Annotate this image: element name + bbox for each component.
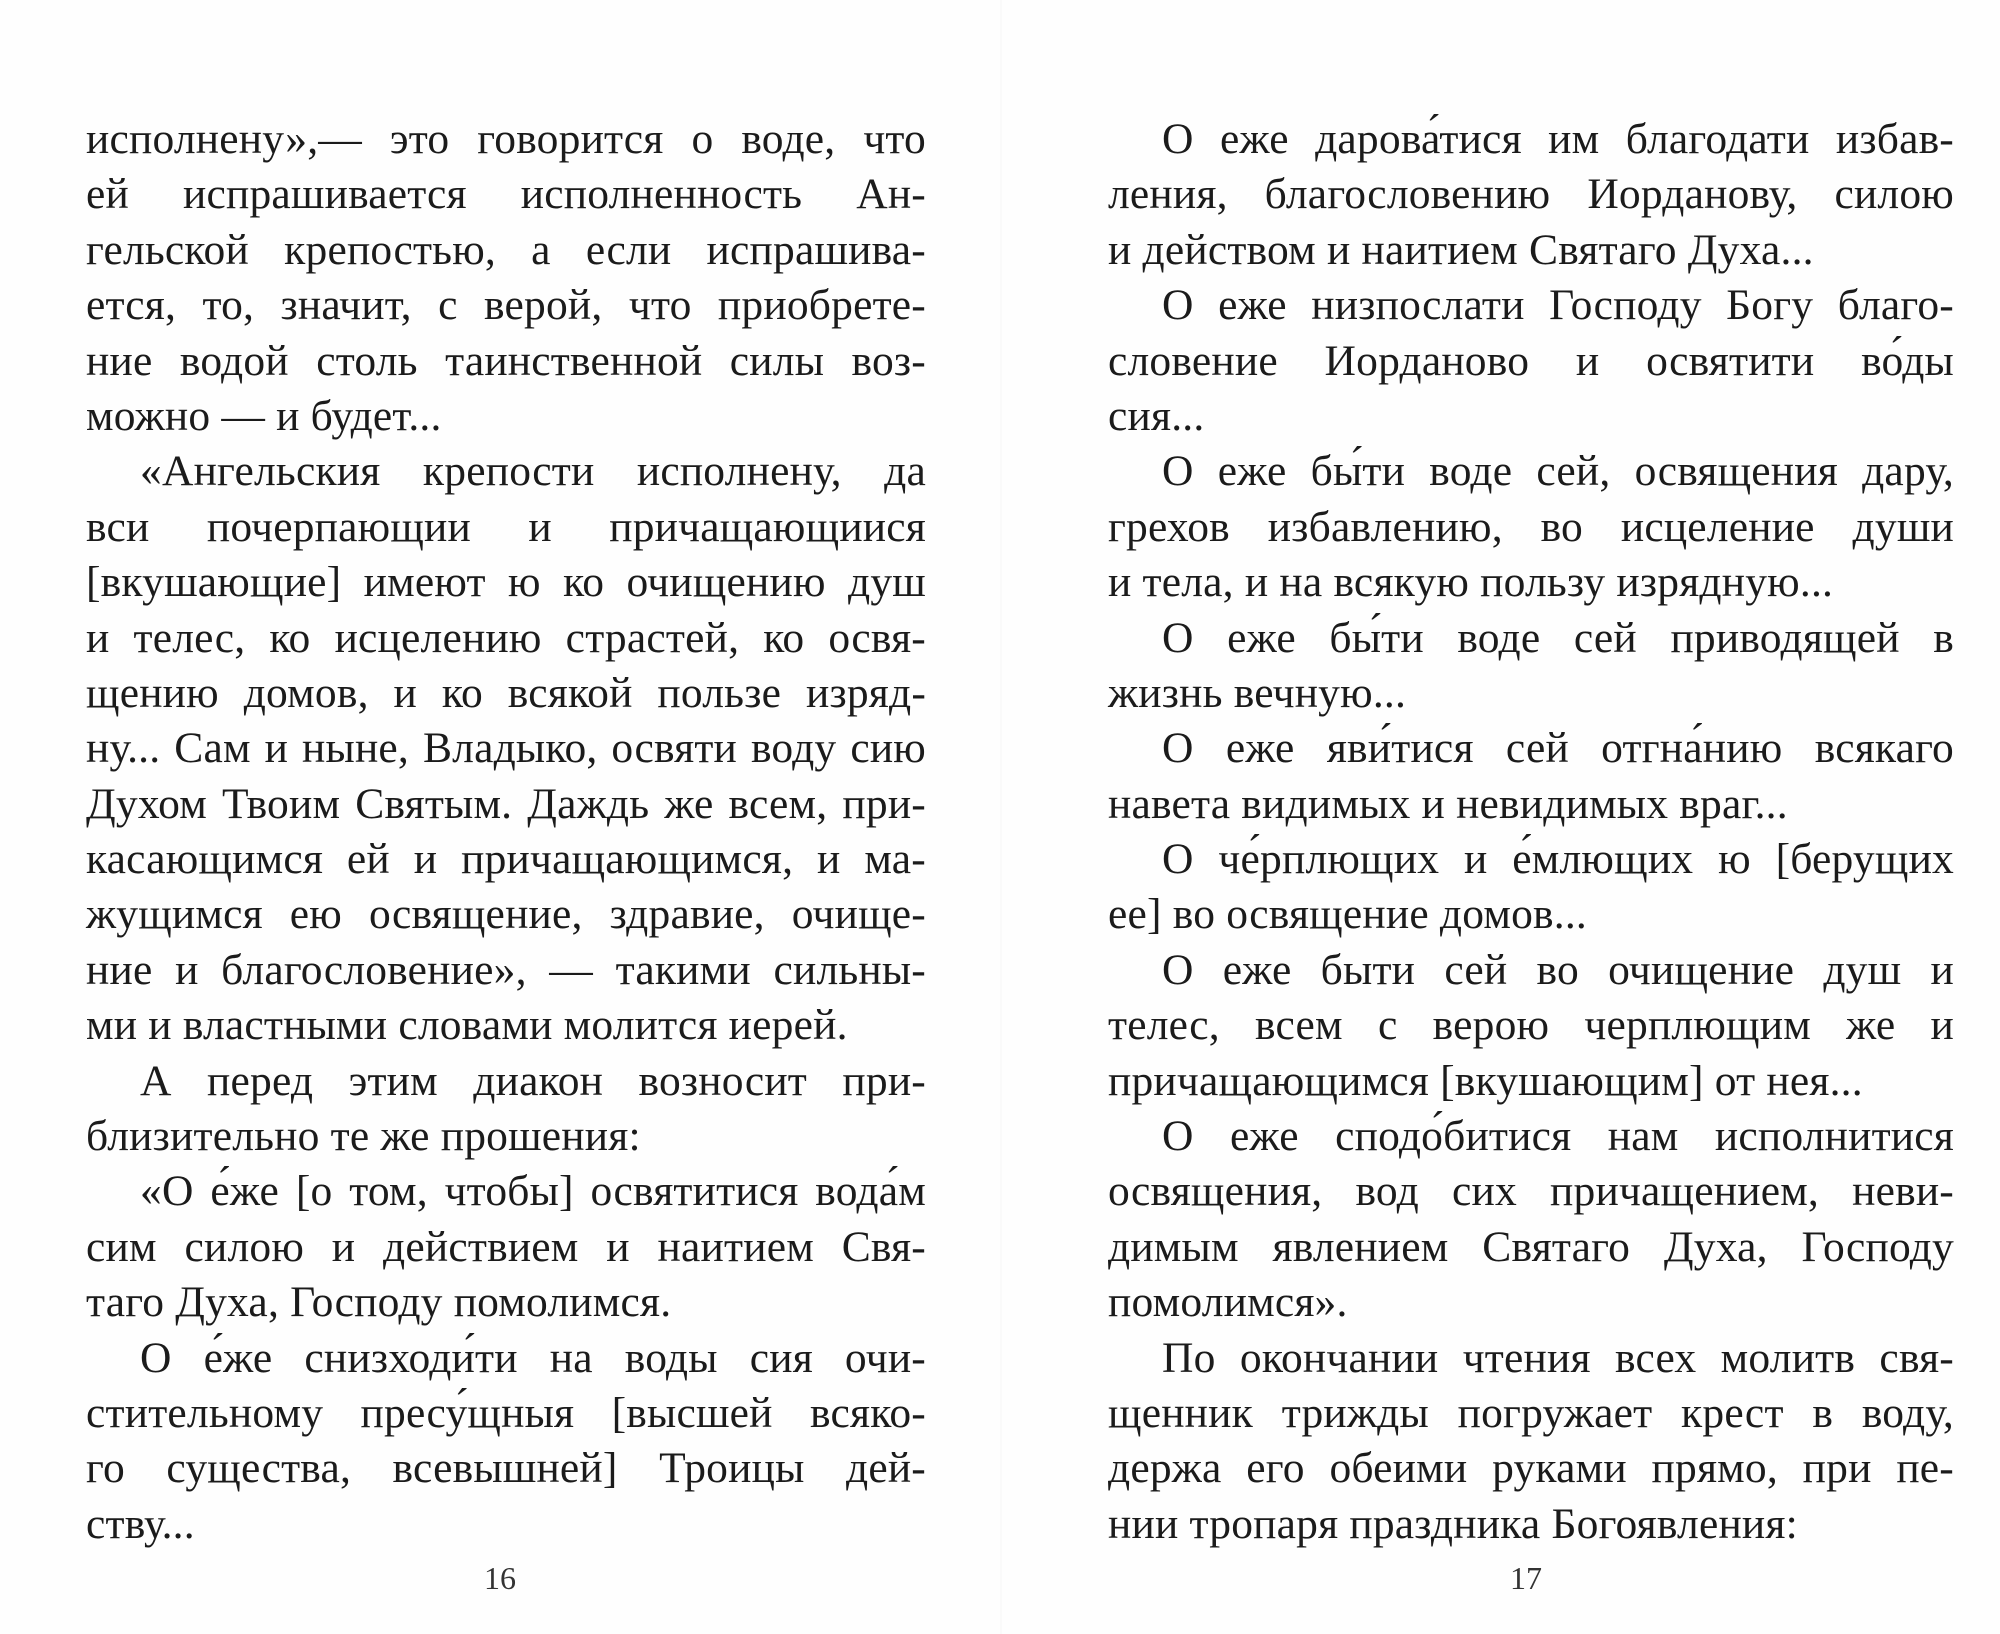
text-line: сим силою и действием и наитием Свя- xyxy=(86,1222,926,1271)
text-line: О еже бы́ти воде сей приводящей в xyxy=(1162,613,1954,662)
text-line: вси почерпающии и причащающиися xyxy=(86,502,926,551)
text-line: держа его обеими руками прямо, при пе- xyxy=(1108,1444,1954,1493)
text-line: ну... Сам и ныне, Владыко, освяти воду сию xyxy=(86,724,926,773)
text-line: [вкушающие] имеют ю ко очищению душ xyxy=(86,558,926,607)
text-line: и действом и наитием Святаго Духа... xyxy=(1108,225,1814,274)
text-line: гельской крепостью, а если испрашива- xyxy=(86,225,926,274)
text-line: А перед этим диакон возносит при- xyxy=(140,1056,926,1105)
text-line: касающимся ей и причащающимся, и ма- xyxy=(86,835,926,884)
text-line: го существа, всевышней] Троицы дей- xyxy=(86,1444,926,1493)
text-line: О еже низпослати Господу Богу благо- xyxy=(1162,281,1954,330)
text-line: О еже дарова́тися им благодати избав- xyxy=(1162,115,1954,163)
text-line: близительно те же прошения: xyxy=(86,1112,641,1161)
right-page-number: 17 xyxy=(1510,1560,1542,1596)
text-line: ее] во освящение домов... xyxy=(1108,890,1587,939)
text-line: ления, благословению Иорданову, силою xyxy=(1108,170,1954,219)
text-line: и тела, и на всякую пользу изрядную... xyxy=(1108,558,1834,607)
text-line: навета видимых и невидимых враг... xyxy=(1108,779,1788,828)
text-line: щению домов, и ко всякой пользе изряд- xyxy=(86,668,926,717)
text-line: «О е́же [о том, чтобы] освятитися вода́м xyxy=(140,1167,926,1216)
text-line: причащающимся [вкушающим] от нея... xyxy=(1108,1056,1863,1105)
text-line: ние и благословение», — такими сильны- xyxy=(86,945,926,994)
text-line: О че́рплющих и е́млющих ю [берущих xyxy=(1162,835,1954,884)
book-gutter xyxy=(1000,0,1002,1634)
text-line: Духом Твоим Святым. Даждь же всем, при- xyxy=(86,779,926,828)
text-line: нии тропаря праздника Богоявления: xyxy=(1108,1499,1798,1548)
text-line: жущимся ею освящение, здравие, очище- xyxy=(86,890,926,939)
text-line: словение Иорданово и освятити во́ды xyxy=(1108,336,1954,385)
text-line: О еже быти сей во очищение душ и xyxy=(1162,945,1954,994)
text-line: По окончании чтения всех молитв свя- xyxy=(1162,1333,1954,1382)
text-line: О еже бы́ти воде сей, освящения дару, xyxy=(1162,447,1954,496)
text-line: грехов избавлению, во исцеление души xyxy=(1108,502,1954,551)
text-line: и телес, ко исцелению страстей, ко освя- xyxy=(86,613,926,662)
text-line: жизнь вечную... xyxy=(1108,668,1407,717)
left-page-number: 16 xyxy=(484,1560,516,1596)
text-line: димым явлением Святаго Духа, Господу xyxy=(1108,1222,1954,1271)
text-line: ми и властными словами молится иерей. xyxy=(86,1001,848,1050)
text-line: ется, то, значит, с верой, что приобрете- xyxy=(86,281,926,330)
right-page-text xyxy=(1108,112,1954,1552)
text-line: ние водой столь таинственной силы воз- xyxy=(86,336,926,385)
text-line: таго Духа, Господу помолимся. xyxy=(86,1278,672,1327)
text-line: О е́же снизходи́ти на воды сия очи- xyxy=(140,1333,926,1382)
text-line: О еже яви́тися сей отгна́нию всякаго xyxy=(1162,724,1954,773)
text-line: О еже сподо́битися нам исполнитися xyxy=(1162,1112,1954,1161)
text-line: «Ангельския крепости исполнену, да xyxy=(140,447,926,496)
text-line: сия... xyxy=(1108,391,1205,440)
text-line: освящения, вод сих причащением, неви- xyxy=(1108,1167,1954,1216)
text-line: помолимся». xyxy=(1108,1278,1348,1327)
text-line: исполнену»,— это говорится о воде, что xyxy=(86,115,926,163)
left-page-text xyxy=(86,112,926,1552)
text-line: телес, всем с верою черплющим же и xyxy=(1108,1001,1954,1050)
text-line: можно — и будет... xyxy=(86,391,442,440)
text-line: ей испрашивается исполненность Ан- xyxy=(86,170,926,219)
text-line: ству... xyxy=(86,1499,195,1548)
text-line: стительному пресу́щныя [высшей всяко- xyxy=(86,1388,926,1437)
text-line: щенник трижды погружает крест в воду, xyxy=(1108,1388,1954,1437)
